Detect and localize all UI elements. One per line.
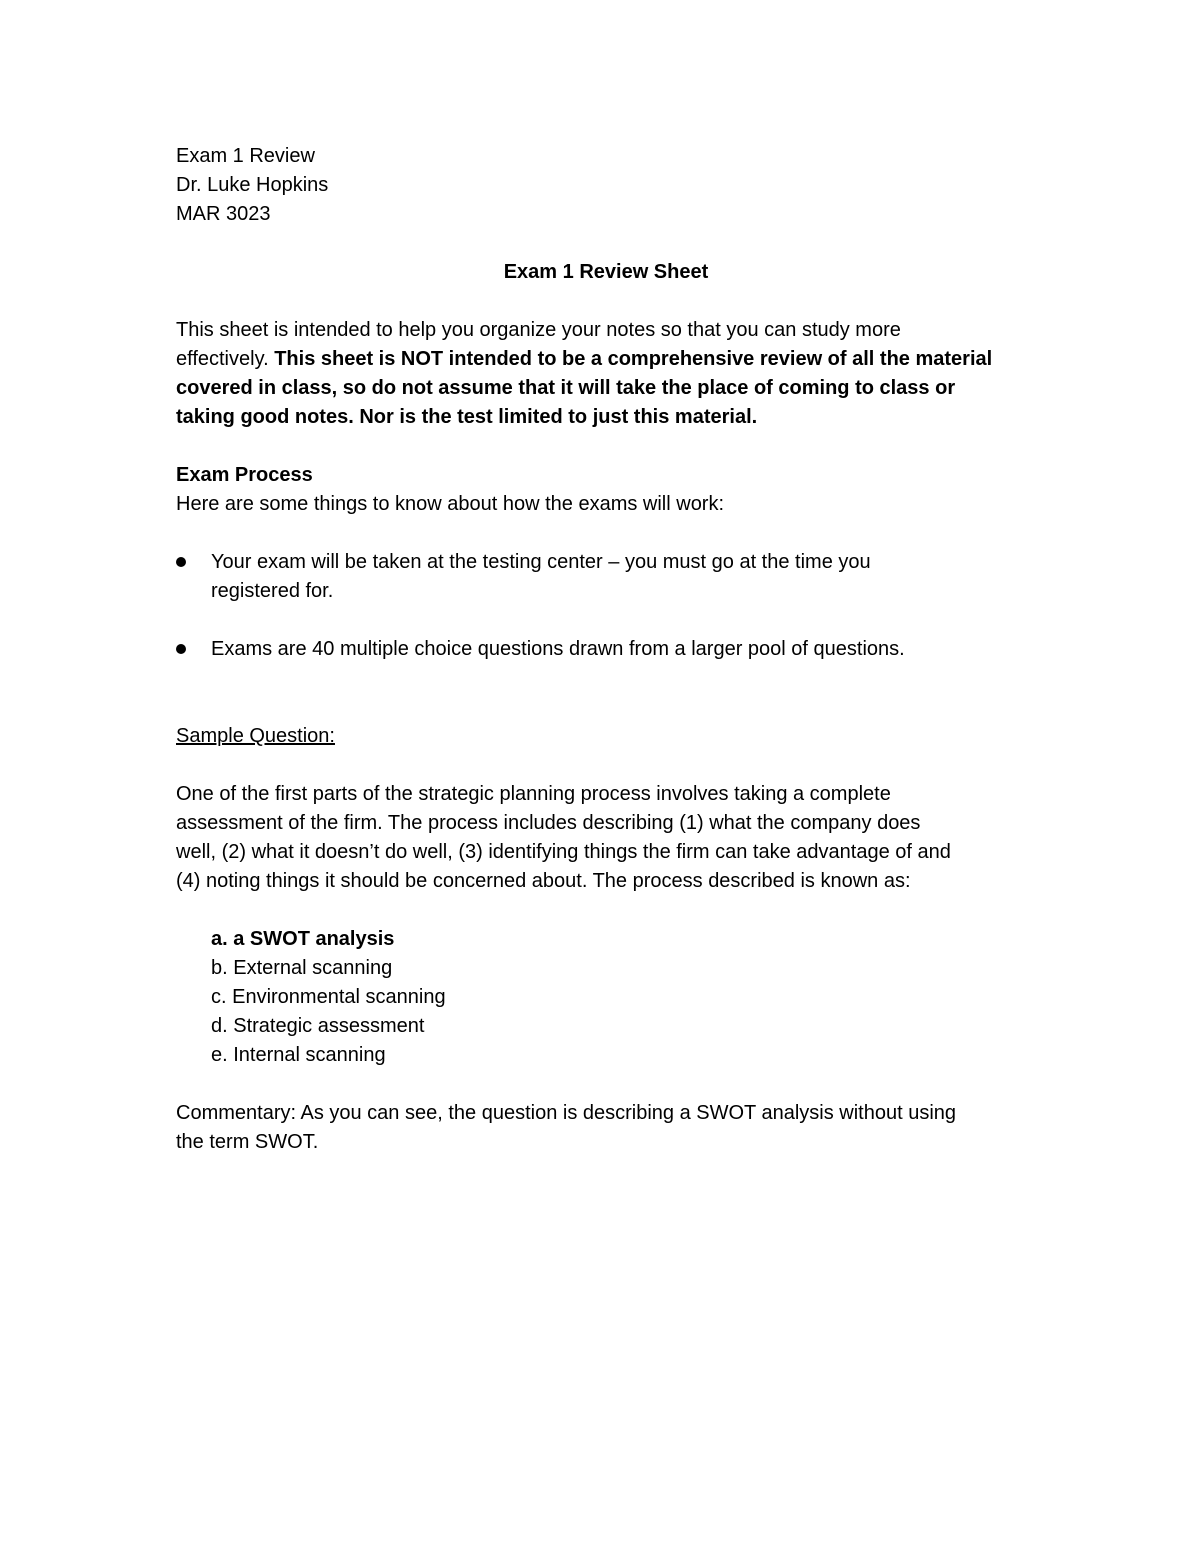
list-item-text: registered for. — [211, 580, 334, 602]
intro-line-2-plain: effectively. — [176, 348, 269, 370]
intro-line-4: taking good notes. Nor is the test limited to just this material. — [176, 406, 758, 428]
exam-process-list — [176, 548, 1036, 664]
intro-line-3: covered in class, so do not assume that it will take the place of coming to class or — [176, 377, 956, 399]
option-a: a. a SWOT analysis — [211, 928, 395, 950]
question-line-2: assessment of the firm. The process includes describing (1) what the company does — [176, 812, 921, 834]
option-b: b. External scanning — [211, 957, 393, 979]
document-page — [176, 142, 1036, 1157]
list-item-text: Exams are 40 multiple choice questions drawn from a larger pool of questions. — [211, 638, 905, 660]
question-line-1: One of the first parts of the strategic planning process involves taking a complete — [176, 783, 891, 805]
page-title: Exam 1 Review Sheet — [503, 261, 709, 283]
intro-line-2-bold: This sheet is NOT intended to be a comprehensive review of all the material — [268, 348, 993, 370]
bullet-icon — [176, 557, 186, 567]
list-item-text: Your exam will be taken at the testing center – you must go at the time you — [211, 551, 871, 573]
option-e: e. Internal scanning — [211, 1044, 386, 1066]
intro-line-2 — [176, 345, 1036, 374]
answer-options — [176, 925, 1036, 1070]
intro-line-1: This sheet is intended to help you organize your notes so that you can study more — [176, 319, 901, 341]
header-course: MAR 3023 — [176, 203, 271, 225]
list-item — [176, 635, 1036, 664]
question-line-3: well, (2) what it doesn’t do well, (3) identifying things the firm can take advantage of and — [176, 841, 951, 863]
sample-question-heading: Sample Question: — [176, 725, 335, 747]
commentary-line-1: Commentary: As you can see, the question is describing a SWOT analysis without using — [176, 1102, 957, 1124]
bullet-icon — [176, 644, 186, 654]
exam-process-lead: Here are some things to know about how the exams will work: — [176, 493, 725, 515]
exam-process-heading: Exam Process — [176, 464, 313, 486]
question-line-4: (4) noting things it should be concerned about. The process described is known as: — [176, 870, 911, 892]
option-d: d. Strategic assessment — [211, 1015, 425, 1037]
header-instructor: Dr. Luke Hopkins — [176, 174, 329, 196]
option-c: c. Environmental scanning — [211, 986, 446, 1008]
header-title: Exam 1 Review — [176, 145, 315, 167]
commentary-line-2: the term SWOT. — [176, 1131, 319, 1153]
list-item — [176, 548, 1036, 606]
